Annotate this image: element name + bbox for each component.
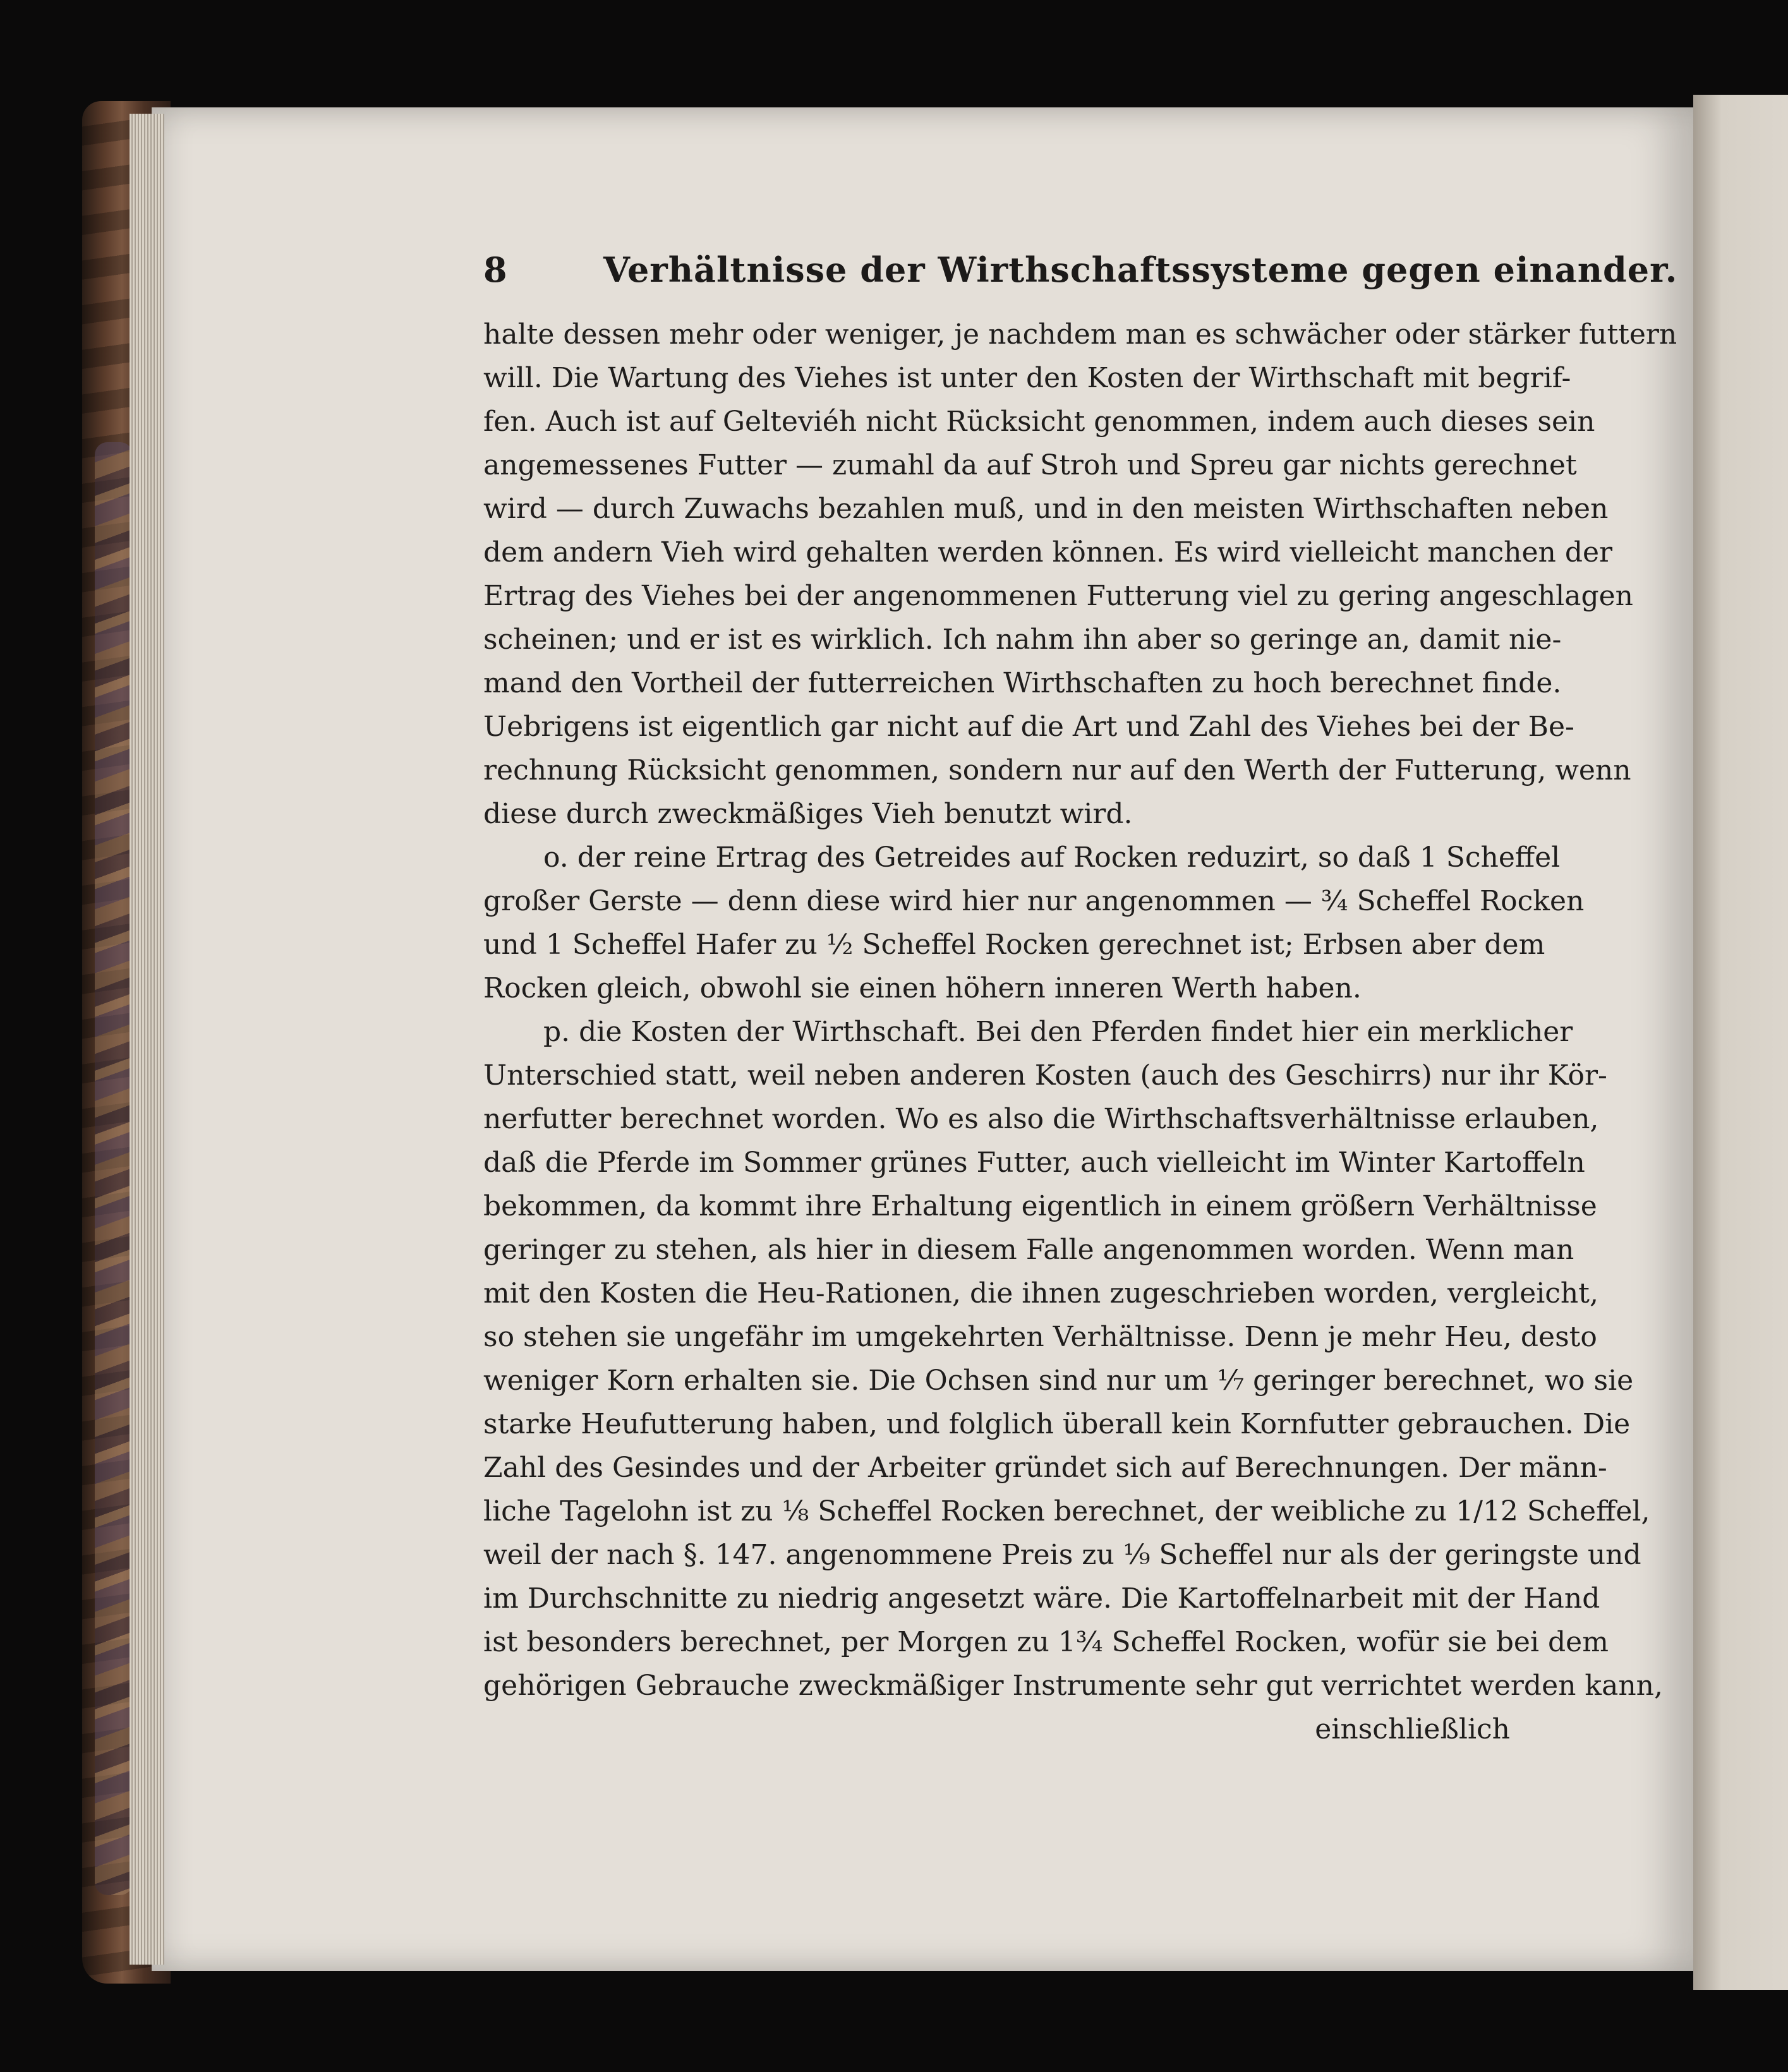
- text-line: daß die Pferde im Sommer grünes Futter, auch vielleicht im Winter Kartoffeln: [483, 1147, 1585, 1179]
- text-line: o. der reine Ertrag des Getreides auf Rocken reduzirt, so daß 1 Scheffel: [543, 841, 1561, 874]
- text-line: nerfutter berechnet worden. Wo es also die Wirthschaftsverhältnisse erlauben,: [483, 1103, 1599, 1135]
- running-head: Verhältnisse der Wirthschaftssysteme gegen einander.: [603, 250, 1678, 290]
- text-line: starke Heufutterung haben, und folglich überall kein Kornfutter gebrauchen. Die: [483, 1408, 1631, 1440]
- text-line: will. Die Wartung des Viehes ist unter den Kosten der Wirthschaft mit begrif-: [483, 362, 1571, 394]
- text-line: fen. Auch ist auf Gelteviéh nicht Rücksicht genommen, indem auch dieses sein: [483, 406, 1595, 438]
- text-line: scheinen; und er ist es wirklich. Ich nahm ihn aber so geringe an, damit nie-: [483, 623, 1562, 656]
- text-line: Unterschied statt, weil neben anderen Kosten (auch des Geschirrs) nur ihr Kör-: [483, 1059, 1607, 1092]
- text-line: und 1 Scheffel Hafer zu ½ Scheffel Rocken gerechnet ist; Erbsen aber dem: [483, 929, 1545, 961]
- text-line: großer Gerste — denn diese wird hier nur angenommen — ¾ Scheffel Rocken: [483, 885, 1585, 917]
- text-line: angemessenes Futter — zumahl da auf Stroh und Spreu gar nichts gerechnet: [483, 449, 1577, 481]
- text-line: mit den Kosten die Heu-Rationen, die ihnen zugeschrieben worden, vergleicht,: [483, 1277, 1598, 1310]
- text-line: liche Tagelohn ist zu ⅛ Scheffel Rocken berechnet, der weibliche zu 1/12 Scheffel,: [483, 1495, 1650, 1527]
- text-line: so stehen sie ungefähr im umgekehrten Verhältnisse. Denn je mehr Heu, desto: [483, 1321, 1597, 1353]
- page-number: 8: [483, 250, 508, 290]
- text-line: mand den Vortheil der futterreichen Wirthschaften zu hoch berechnet finde.: [483, 667, 1562, 699]
- text-line: weil der nach §. 147. angenommene Preis zu ⅑ Scheffel nur als der geringste und: [483, 1539, 1641, 1571]
- marbled-edge: [95, 442, 133, 1895]
- text-line: im Durchschnitte zu niedrig angesetzt wäre. Die Kartoffelnarbeit mit der Hand: [483, 1582, 1600, 1615]
- text-line: weniger Korn erhalten sie. Die Ochsen sind nur um ⅐ geringer berechnet, wo sie: [483, 1364, 1634, 1397]
- facing-page-edge: [1693, 95, 1788, 1990]
- text-line: bekommen, da kommt ihre Erhaltung eigentlich in einem größern Verhältnisse: [483, 1190, 1597, 1222]
- text-line: Zahl des Gesindes und der Arbeiter gründet sich auf Berechnungen. Der männ-: [483, 1452, 1607, 1484]
- text-line: gehörigen Gebrauche zweckmäßiger Instrumente sehr gut verrichtet werden kann,: [483, 1670, 1663, 1702]
- text-line: Ertrag des Viehes bei der angenommenen Futterung viel zu gering angeschlagen: [483, 580, 1634, 612]
- catchword: einschließlich: [1315, 1713, 1510, 1745]
- page-header: [483, 250, 1678, 300]
- text-line: diese durch zweckmäßiges Vieh benutzt wird.: [483, 798, 1133, 830]
- text-line: ist besonders berechnet, per Morgen zu 1¾ Scheffel Rocken, wofür sie bei dem: [483, 1626, 1609, 1658]
- text-line: Rocken gleich, obwohl sie einen höhern inneren Werth haben.: [483, 972, 1362, 1004]
- text-line: halte dessen mehr oder weniger, je nachdem man es schwächer oder stärker futtern: [483, 318, 1677, 351]
- text-line: geringer zu stehen, als hier in diesem Falle angenommen worden. Wenn man: [483, 1234, 1574, 1266]
- text-line: Uebrigens ist eigentlich gar nicht auf die Art und Zahl des Viehes bei der Be-: [483, 711, 1574, 743]
- text-line: p. die Kosten der Wirthschaft. Bei den Pferden findet hier ein merklicher: [543, 1016, 1573, 1048]
- page-stack-edge: [130, 114, 164, 1965]
- text-line: wird — durch Zuwachs bezahlen muß, und in den meisten Wirthschaften neben: [483, 493, 1609, 525]
- text-line: dem andern Vieh wird gehalten werden können. Es wird vielleicht manchen der: [483, 536, 1613, 569]
- text-line: rechnung Rücksicht genommen, sondern nur auf den Werth der Futterung, wenn: [483, 754, 1631, 786]
